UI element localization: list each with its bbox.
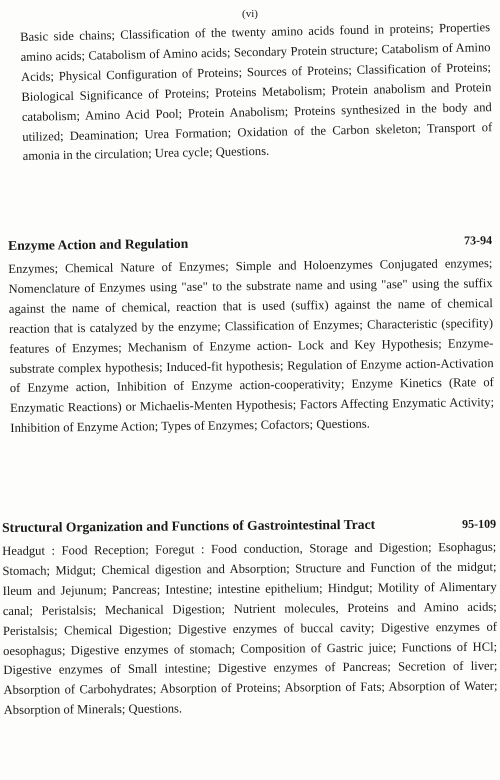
section-title: Structural Organization and Functions of Gastrointestinal Tract — [2, 516, 376, 535]
page-range: 73-94 — [463, 233, 493, 248]
page-range: 95-109 — [461, 516, 497, 531]
page-number: (vi) — [242, 8, 258, 20]
section-gastrointestinal-tract — [2, 516, 498, 721]
section-body: Enzymes; Chemical Nature of Enzymes; Simple and Holoenzymes Conjugated enzymes; Nomenclature of Enzymes using "ase" to the substrate name and using "ase" using the suffix against the name of chemical, reaction that is used (suffix) against the name of chemical reaction that is catalyzed by the enzyme; Classification of Enzymes; Characteristic (specifity) features of Enzymes; Mechanism of Enzyme action- Lock and Key Hypothesis; Enzyme-substrate complex hypothesis; Induced-fit hypothesis; Regulation of Enzyme action-Activation of Enzyme action, Inhibition of Enzyme action-cooperativity; Enzyme Kinetics (Rate of Enzymatic Reactions) or Michaelis-Menten Hypothesis; Factors Affecting Enzymatic Activity; Inhibition of Enzyme Action; Types of Enzymes; Cofactors; Questions. — [8, 256, 495, 436]
section-title: Enzyme Action and Regulation — [8, 235, 189, 253]
section-heading — [8, 232, 492, 254]
section-body: Basic side chains; Classification of the twenty amino acids found in proteins; Properties amino acids; Catabolism of Amino acids; Secondary Protein structure; Catabolism of Amino Acids; Physical Configuration of Proteins; Sources of Proteins; Classification of Proteins; Biological Significance of Proteins; Proteins Metabolism; Protein anabolism and Protein catabolism; Amino Acid Pool; Protein Anabolism; Proteins synthesized in the body and utilized; Deamination; Urea Formation; Oxidation of the Carbon skeleton; Transport of amonia in the circulation; Urea cycle; Questions. — [20, 20, 493, 164]
section-heading — [2, 516, 496, 536]
section-protein-metabolism — [20, 18, 493, 167]
section-body: Headgut : Food Reception; Foregut : Food conduction, Storage and Digestion; Esophagus; Stomach; Midgut; Chemical digestion and Absorption; Structure and Function of the midgut; Ileum and Jejunum; Pancreas; Intestine; intestine epithelium; Hindgut; Motility of Alimentary canal; Peristalsis; Mechanical Digestion; Nutrient molecules, Proteins and Amino acids; Peristalsis; Chemical Digestion; Digestive enzymes of buccal cavity; Digestive enzymes of oesophagus; Digestive enzymes of stomach; Composition of Gastric juice; Functions of HCl; Digestive enzymes of Small intestine; Digestive enzymes of Pancreas; Secretion of liver; Absorption of Carbohydrates; Absorption of Proteins; Absorption of Fats; Absorption of Water; Absorption of Minerals; Questions. — [2, 539, 498, 718]
section-enzyme-action — [8, 232, 494, 439]
